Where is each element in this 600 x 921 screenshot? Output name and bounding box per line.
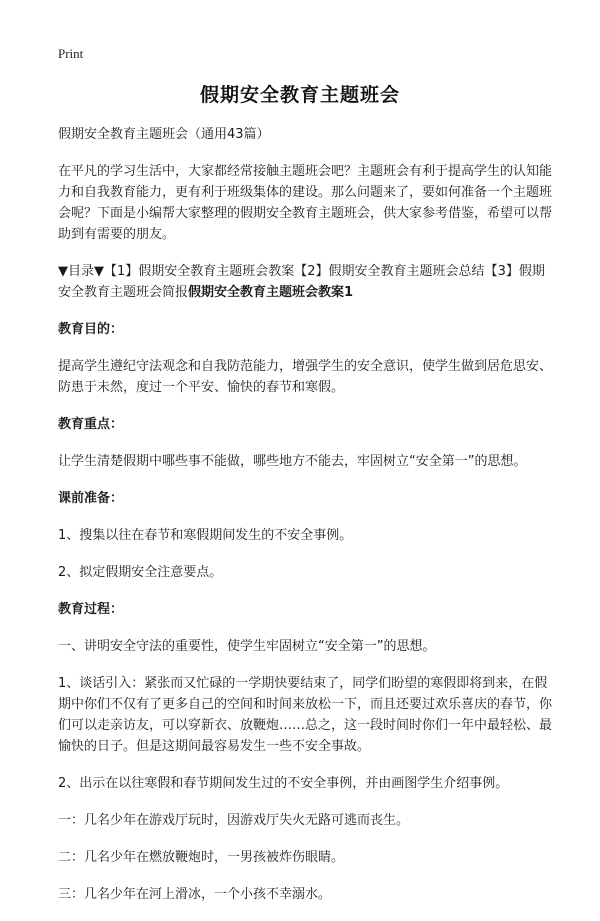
process-heading: 教育过程： (58, 602, 124, 617)
process-item: 一、讲明安全守法的重要性，使学生牢固树立“安全第一”的思想。 (58, 639, 436, 654)
focus-text: 让学生清楚假期中哪些事不能做，哪些地方不能去，牢固树立“安全第一”的思想。 (58, 454, 527, 469)
page-title: 假期安全教育主题班会 (199, 84, 400, 106)
process-item: 1、谈话引入：紧张而又忙碌的一学期快要结束了，同学们盼望的寒假即将到来，在假期中你们不仅有了更多自己的空间和时间来放松一下，而且还要过欢乐喜庆的春节，你们可以走亲访友，可以穿新衣、放鞭炮……总之，这一段时间时你们一年中最轻松、最愉快的日子。但是这期间最容易发生一些不安全事故。 (58, 676, 553, 754)
print-link[interactable]: Print (58, 46, 84, 61)
section-title: 假期安全教育主题班会教案1 (188, 285, 354, 300)
process-item: 二：几名少年在燃放鞭炮时，一男孩被炸伤眼睛。 (58, 850, 345, 865)
article-body (58, 124, 552, 921)
toc-item-2[interactable]: 【2】假期安全教育主题班会总结 (294, 264, 485, 279)
goal-text: 提高学生遵纪守法观念和自我防范能力，增强学生的安全意识，使学生做到居危思安、防患于未然，度过一个平安、愉快的春节和寒假。 (58, 359, 553, 395)
process-item: 三：几名少年在河上滑冰，一个小孩不幸溺水。 (58, 887, 332, 902)
intro-paragraph: 在平凡的学习生活中，大家都经常接触主题班会吧？主题班会有利于提高学生的认知能力和自我教育能力，更有利于班级集体的建设。那么问题来了，要如何准备一个主题班会呢？下面是小编帮大家整理的假期安全教育主题班会，供大家参考借鉴，希望可以帮助到有需要的朋友。 (58, 164, 553, 242)
toc-prefix: ▼目录▼ (58, 264, 104, 279)
process-item: 一：几名少年在游戏厅玩时，因游戏厅失火无路可逃而丧生。 (58, 813, 410, 828)
prep-item: 2、拟定假期安全注意要点。 (58, 565, 223, 580)
prep-item: 1、搜集以往在春节和寒假期间发生的不安全事例。 (58, 528, 353, 543)
goal-heading: 教育目的： (58, 322, 124, 337)
process-item: 2、出示在以往寒假和春节期间发生过的不安全事例，并由画图学生介绍事例。 (58, 776, 509, 791)
focus-heading: 教育重点： (58, 417, 124, 432)
toc-item-3[interactable]: 【3】假期安全教育主题班会简报 (58, 264, 545, 300)
prep-heading: 课前准备： (58, 491, 124, 506)
toc-item-1[interactable]: 【1】假期安全教育主题班会教案 (104, 264, 295, 279)
article-subtitle: 假期安全教育主题班会（通用43篇） (58, 127, 270, 142)
table-of-contents (58, 261, 552, 303)
